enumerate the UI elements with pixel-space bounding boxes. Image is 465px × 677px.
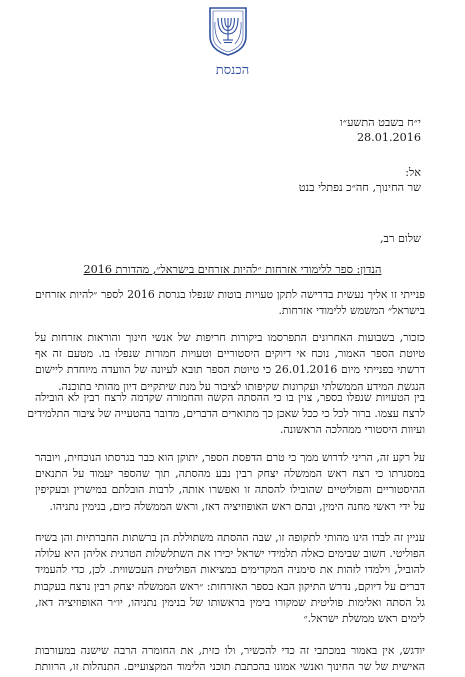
paragraph-line: על ידי ראשי מחנה הימין, ובהם ראש האופוזיציה דאז, וראש הממשלה כיום, בנימין נתניהו.	[49, 499, 425, 513]
paragraph-6	[35, 643, 425, 675]
org-name: הכנסת	[215, 63, 250, 78]
paragraph-line: לימים ראש ממשלת ישראל.״	[303, 612, 425, 626]
paragraph-2	[35, 330, 425, 395]
paragraph-line: הנגשת המידע הממשלתי ועקרונות שקיפותו לציבור על מנת שיתקיים דיון מהותי בתוכנה.	[58, 379, 425, 393]
paragraph-line: בין הטעויות שנפלו בספר, צוין בו כי ההסתה הקשה והחמורה שקדמה לרצח רבין לא הובילה	[35, 391, 425, 404]
date-hebrew: י״ח בשבט התשע״ו	[339, 116, 421, 129]
paragraph-line: על רקע זה, הריני לדרוש ממך כי טרם הדפסת הספר, יתוקן הוא כבר בגרסתו הנוכחית, ויובהר	[35, 451, 425, 464]
to-label: אל:	[405, 166, 421, 179]
paragraph-1	[35, 287, 425, 319]
recipient: שר החינוך, חה״כ נפתלי בנט	[298, 181, 421, 194]
paragraph-line: הפוליטי. חשוב שבימים כאלה תלמידי ישראל יכירו את השתלשלות הטרגית אליהן היא עלולה	[35, 547, 425, 561]
paragraph-line: האישית של שר החינוך ואנשי אמונו בהכתבת תוכני הלימוד המקצועיים. התנהלות זו, הרוותת	[35, 660, 425, 674]
paragraph-line: טיוטת הספר האמור, נוכח אי דיוקים היסטוריים וטעויות חמורות שנפלו בו. מטעם זה אף	[35, 347, 425, 361]
menorah-emblem-icon	[207, 6, 249, 56]
paragraph-line: דברים על דיוקם, נדרש התיקון הבא בספר האזרחות: ״ראש הממשלה יצחק רבין נרצח בעקבות	[34, 579, 425, 593]
paragraph-line: יודגש, אין באמור במכתבי זה כדי להכשיר, ולו כזית, את החומרה הרבה שישנה במעורבות	[35, 644, 425, 657]
paragraph-3	[27, 390, 425, 439]
date-numeric: 28.01.2016	[356, 131, 421, 144]
paragraph-line: עניין זה לבדו הינו מהותי לתקופה זו, שבה ההסתה משתוללת הן ברשתות החברתיות והן בשיח	[35, 531, 425, 544]
paragraph-line: ועיוות היסטורי ממהלכה הראשונה.	[279, 423, 425, 437]
paragraph-line: גל הסתה ואלימות פוליטית שמקורו בימין בראשותו של בנימין נתניהו, יו״ר האופוזיציה דאז,	[35, 595, 425, 609]
paragraph-line: במסגרתו כי רצח ראש הממשלה יצחק רבין נבע מהסתה, תוך שהספר יעמוד על התנאים	[35, 467, 425, 481]
paragraph-line: דרשתי בפנייתי מיום 26.01.2016 כי טיוטת הספר תובא לעיונה של הוועדה מיוחדת ליישום	[35, 363, 425, 377]
paragraph-5	[35, 530, 425, 627]
subject-line: הנדון: ספר ללימודי אזרחות ״להיות אזרחים בישראל״, מהדורת 2016	[83, 263, 382, 276]
paragraph-line: בישראל״ המשמש ללימודי אזרחות.	[278, 304, 425, 318]
paragraph-line: פנייתי זו אליך נעשית בדרישה לתקן טעויות בוטות שנפלו בגרסת 2016 לספר ״להיות אזרחים	[35, 288, 425, 301]
greeting: שלום רב,	[380, 232, 421, 245]
paragraph-line: כזכור, בשבועות האחרונים התפרסמו ביקורות חריפות של אנשי חינוך והוראות אזרחות על	[35, 331, 425, 344]
letterhead	[0, 0, 465, 82]
paragraph-4	[35, 450, 425, 515]
paragraph-line: להוביל, וילמדו לזהות את סימניה המקדימים במציאות הפוליטית העכשווית. לכן, כדי להעמיד	[35, 563, 425, 577]
paragraph-line: ההיסטוריים והפוליטיים שהובילו להסתה זו ואפשרו אותה, לרבות הובלתם במישרין ובעקיפין	[35, 483, 425, 497]
paragraph-line: לרצח עצמו. ברור לכל כי ככל שאכן כך מתוארים הדברים, מדובר בהטעייה של ציבור התלמידים	[27, 407, 425, 421]
